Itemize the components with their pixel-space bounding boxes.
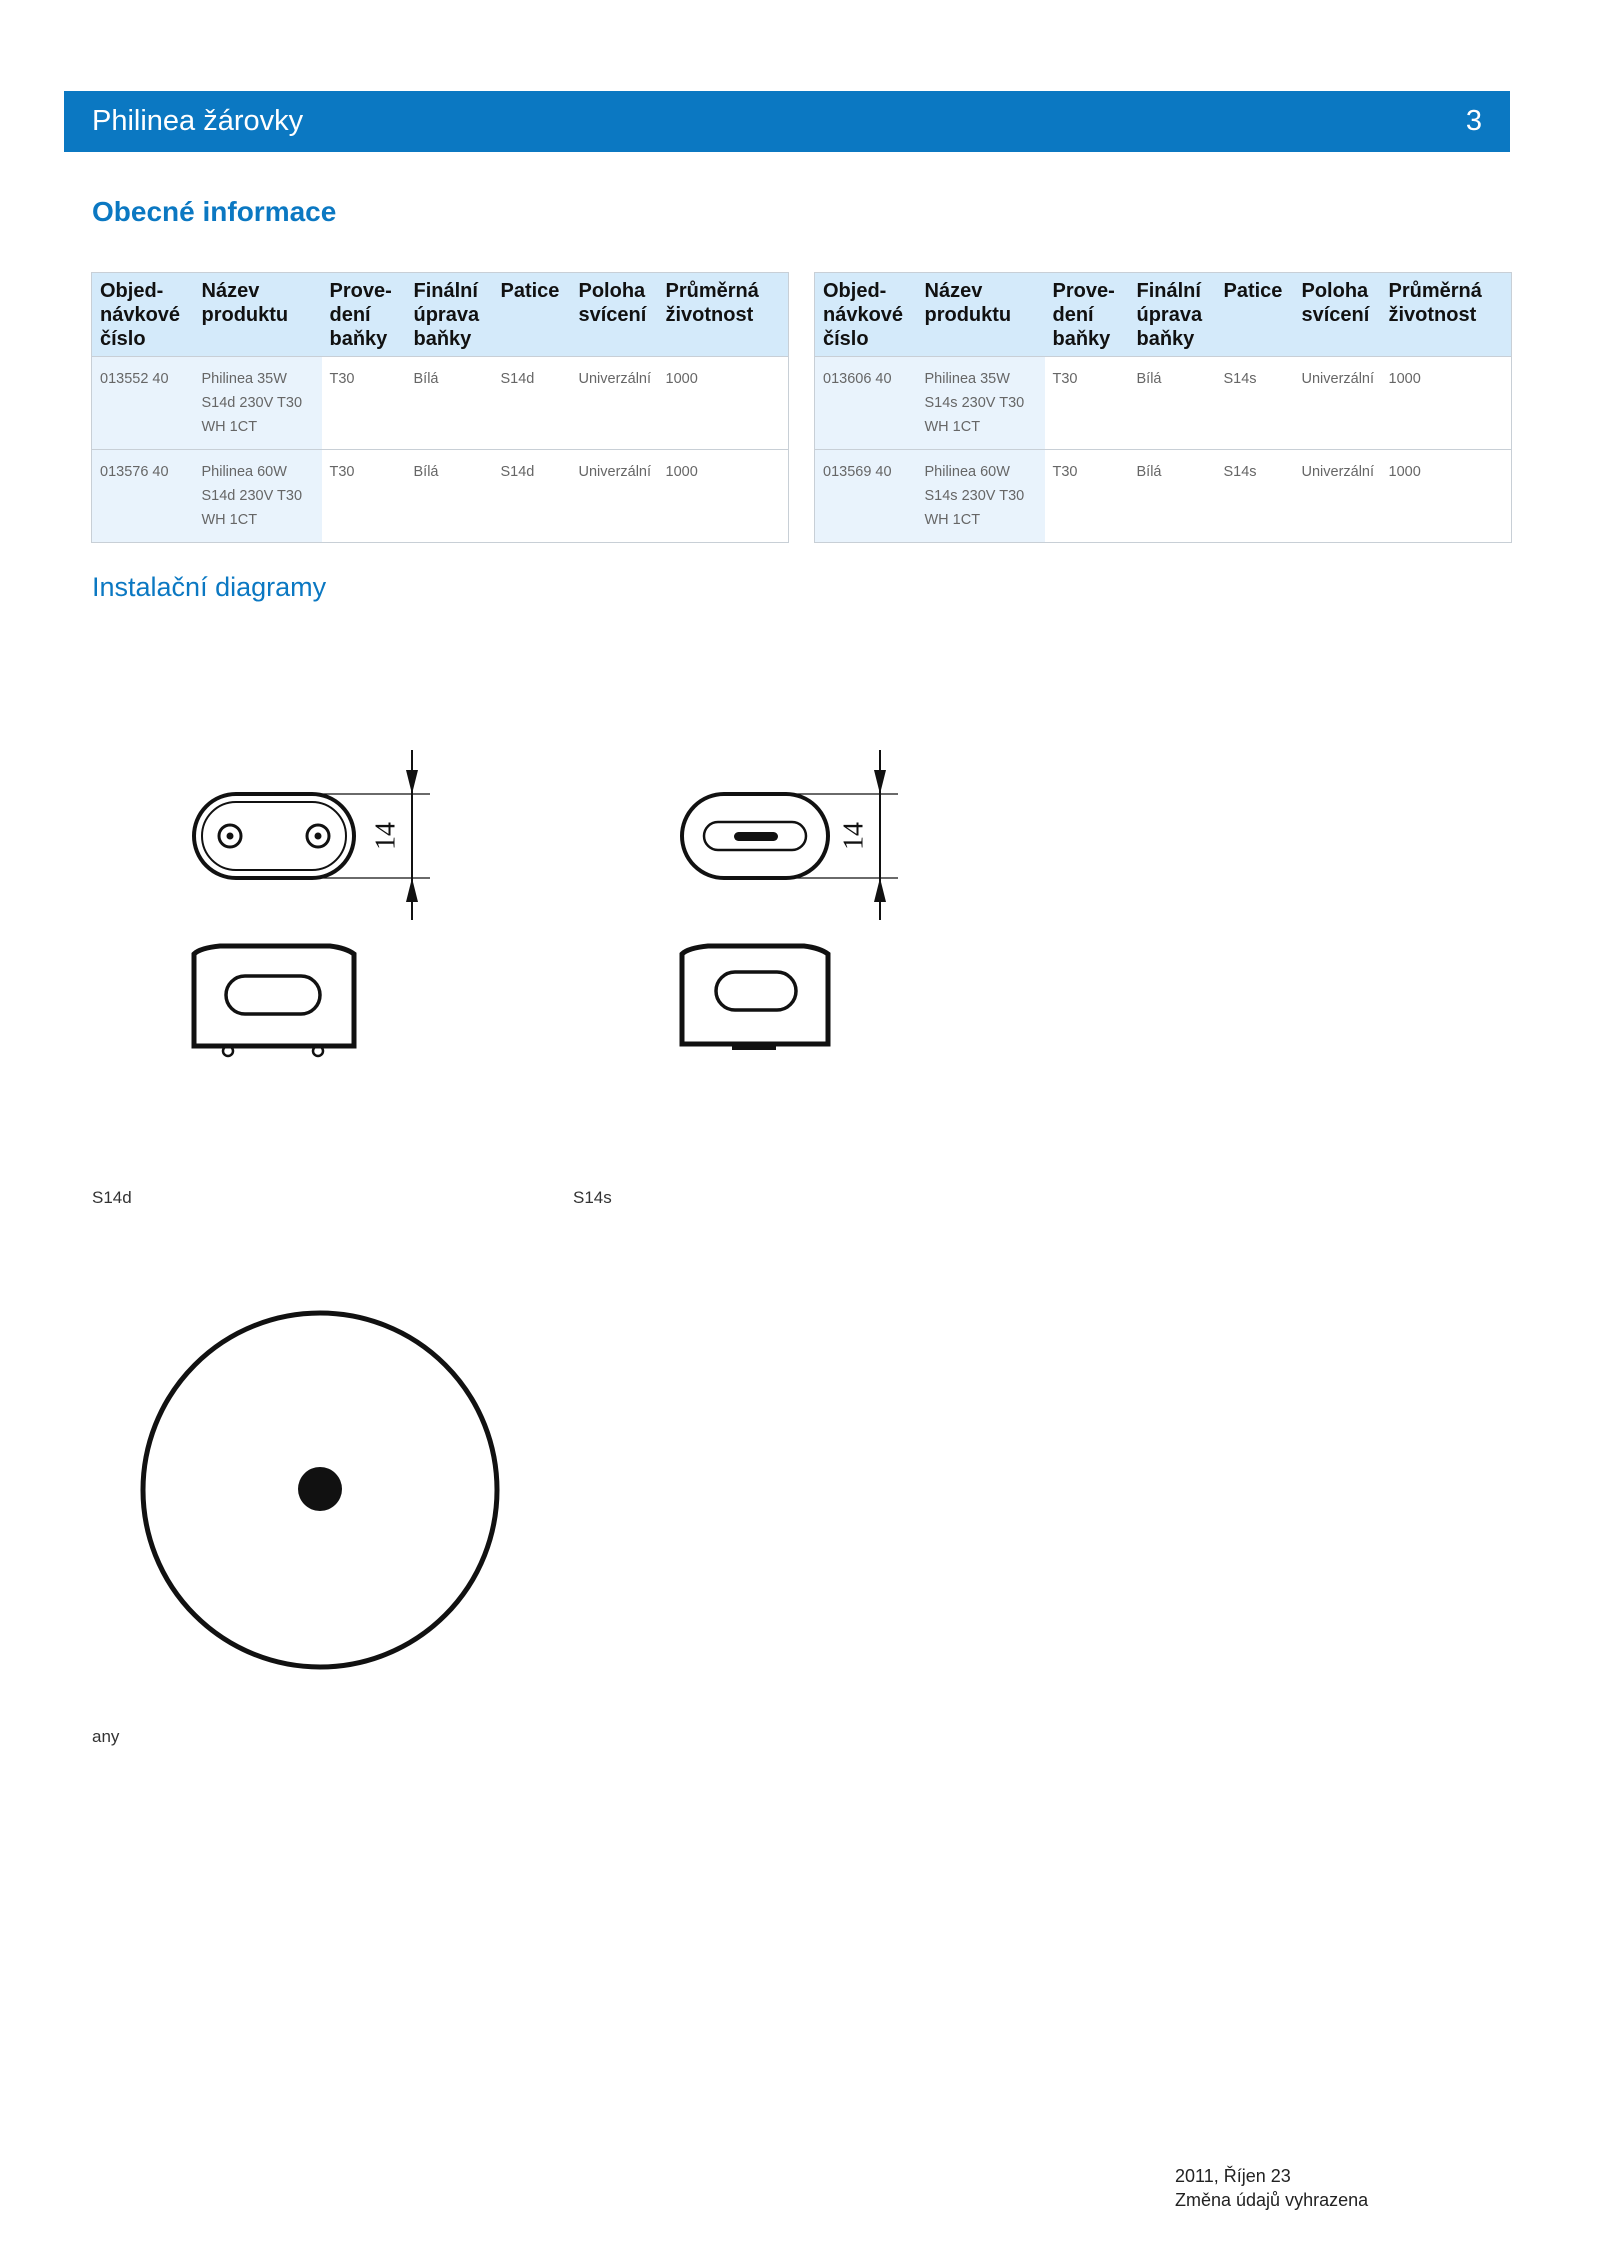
column-header-burning-position: Poloha svícení (571, 273, 658, 357)
column-header-bulb-shape: Prove- dení baňky (322, 273, 406, 357)
finish: Bílá (406, 357, 493, 450)
installation-diagrams-title: Instalační diagramy (92, 572, 327, 602)
order-number: 013552 40 (92, 357, 194, 450)
finish: Bílá (1136, 464, 1162, 480)
table-row (815, 450, 1512, 543)
table-header-row (92, 273, 789, 357)
product-table-right (814, 272, 1512, 543)
bulb-shape: T30 (322, 357, 406, 450)
burning-position-caption: any (92, 1727, 120, 1746)
column-header-finish: Finální úprava baňky (1129, 273, 1216, 357)
burning-position: Univerzální (578, 464, 652, 480)
burning-position: Univerzální (571, 357, 658, 450)
life: 1000 (1388, 464, 1421, 480)
bulb-shape: T30 (1052, 464, 1078, 480)
page-number: 3 (1465, 105, 1482, 137)
cap: S14s (1216, 357, 1294, 450)
column-header-cap: Patice (1216, 273, 1294, 357)
document-title: Philinea žárovky (92, 105, 304, 137)
s14d-dimension-label: 14 (370, 822, 402, 850)
life: 1000 (658, 357, 789, 450)
table-row (815, 357, 1512, 450)
table-header-row (815, 273, 1512, 357)
life: 1000 (1381, 357, 1512, 450)
column-header-life: Průměrná životnost (1381, 273, 1512, 357)
product-name: Philinea 60W S14s 230V T30 WH 1CT (917, 450, 1045, 543)
header-bar (64, 91, 1510, 152)
burning-position-diagram (130, 1300, 510, 1680)
order-number: 013606 40 (815, 357, 917, 450)
cap: S14d (500, 464, 535, 480)
burning-position: Univerzální (1301, 464, 1375, 480)
footer-notice: Změna údajů vyhrazena (1175, 2190, 1369, 2210)
column-header-product-name: Název produktu (917, 273, 1045, 357)
finish: Bílá (1129, 357, 1216, 450)
product-name: Philinea 60W S14d 230V T30 WH 1CT (194, 450, 322, 543)
bulb-shape: T30 (1045, 357, 1129, 450)
product-table-left (91, 272, 789, 543)
s14d-cap-diagram (180, 740, 440, 1070)
s14s-cap-diagram (668, 740, 928, 1070)
table-row (92, 357, 789, 450)
cap: S14d (493, 357, 571, 450)
column-header-product-name: Název produktu (194, 273, 322, 357)
burning-position: Univerzální (1294, 357, 1381, 450)
order-number: 013569 40 (815, 450, 917, 543)
column-header-burning-position: Poloha svícení (1294, 273, 1381, 357)
order-number: 013576 40 (92, 450, 194, 543)
section-title: Obecné informace (92, 196, 337, 227)
bulb-shape: T30 (329, 464, 355, 480)
finish: Bílá (413, 464, 439, 480)
s14s-caption: S14s (573, 1188, 612, 1207)
column-header-life: Průměrná životnost (658, 273, 789, 357)
column-header-order-number: Objed- návkové číslo (815, 273, 917, 357)
column-header-order-number: Objed- návkové číslo (92, 273, 194, 357)
product-name: Philinea 35W S14d 230V T30 WH 1CT (194, 357, 322, 450)
column-header-bulb-shape: Prove- dení baňky (1045, 273, 1129, 357)
s14s-dimension-label: 14 (838, 822, 870, 850)
s14d-caption: S14d (92, 1188, 132, 1207)
product-name: Philinea 35W S14s 230V T30 WH 1CT (917, 357, 1045, 450)
column-header-finish: Finální úprava baňky (406, 273, 493, 357)
life: 1000 (665, 464, 698, 480)
table-row (92, 450, 789, 543)
footer-date: 2011, Říjen 23 (1175, 2166, 1291, 2186)
column-header-cap: Patice (493, 273, 571, 357)
footer (1175, 2164, 1368, 2212)
cap: S14s (1223, 464, 1257, 480)
